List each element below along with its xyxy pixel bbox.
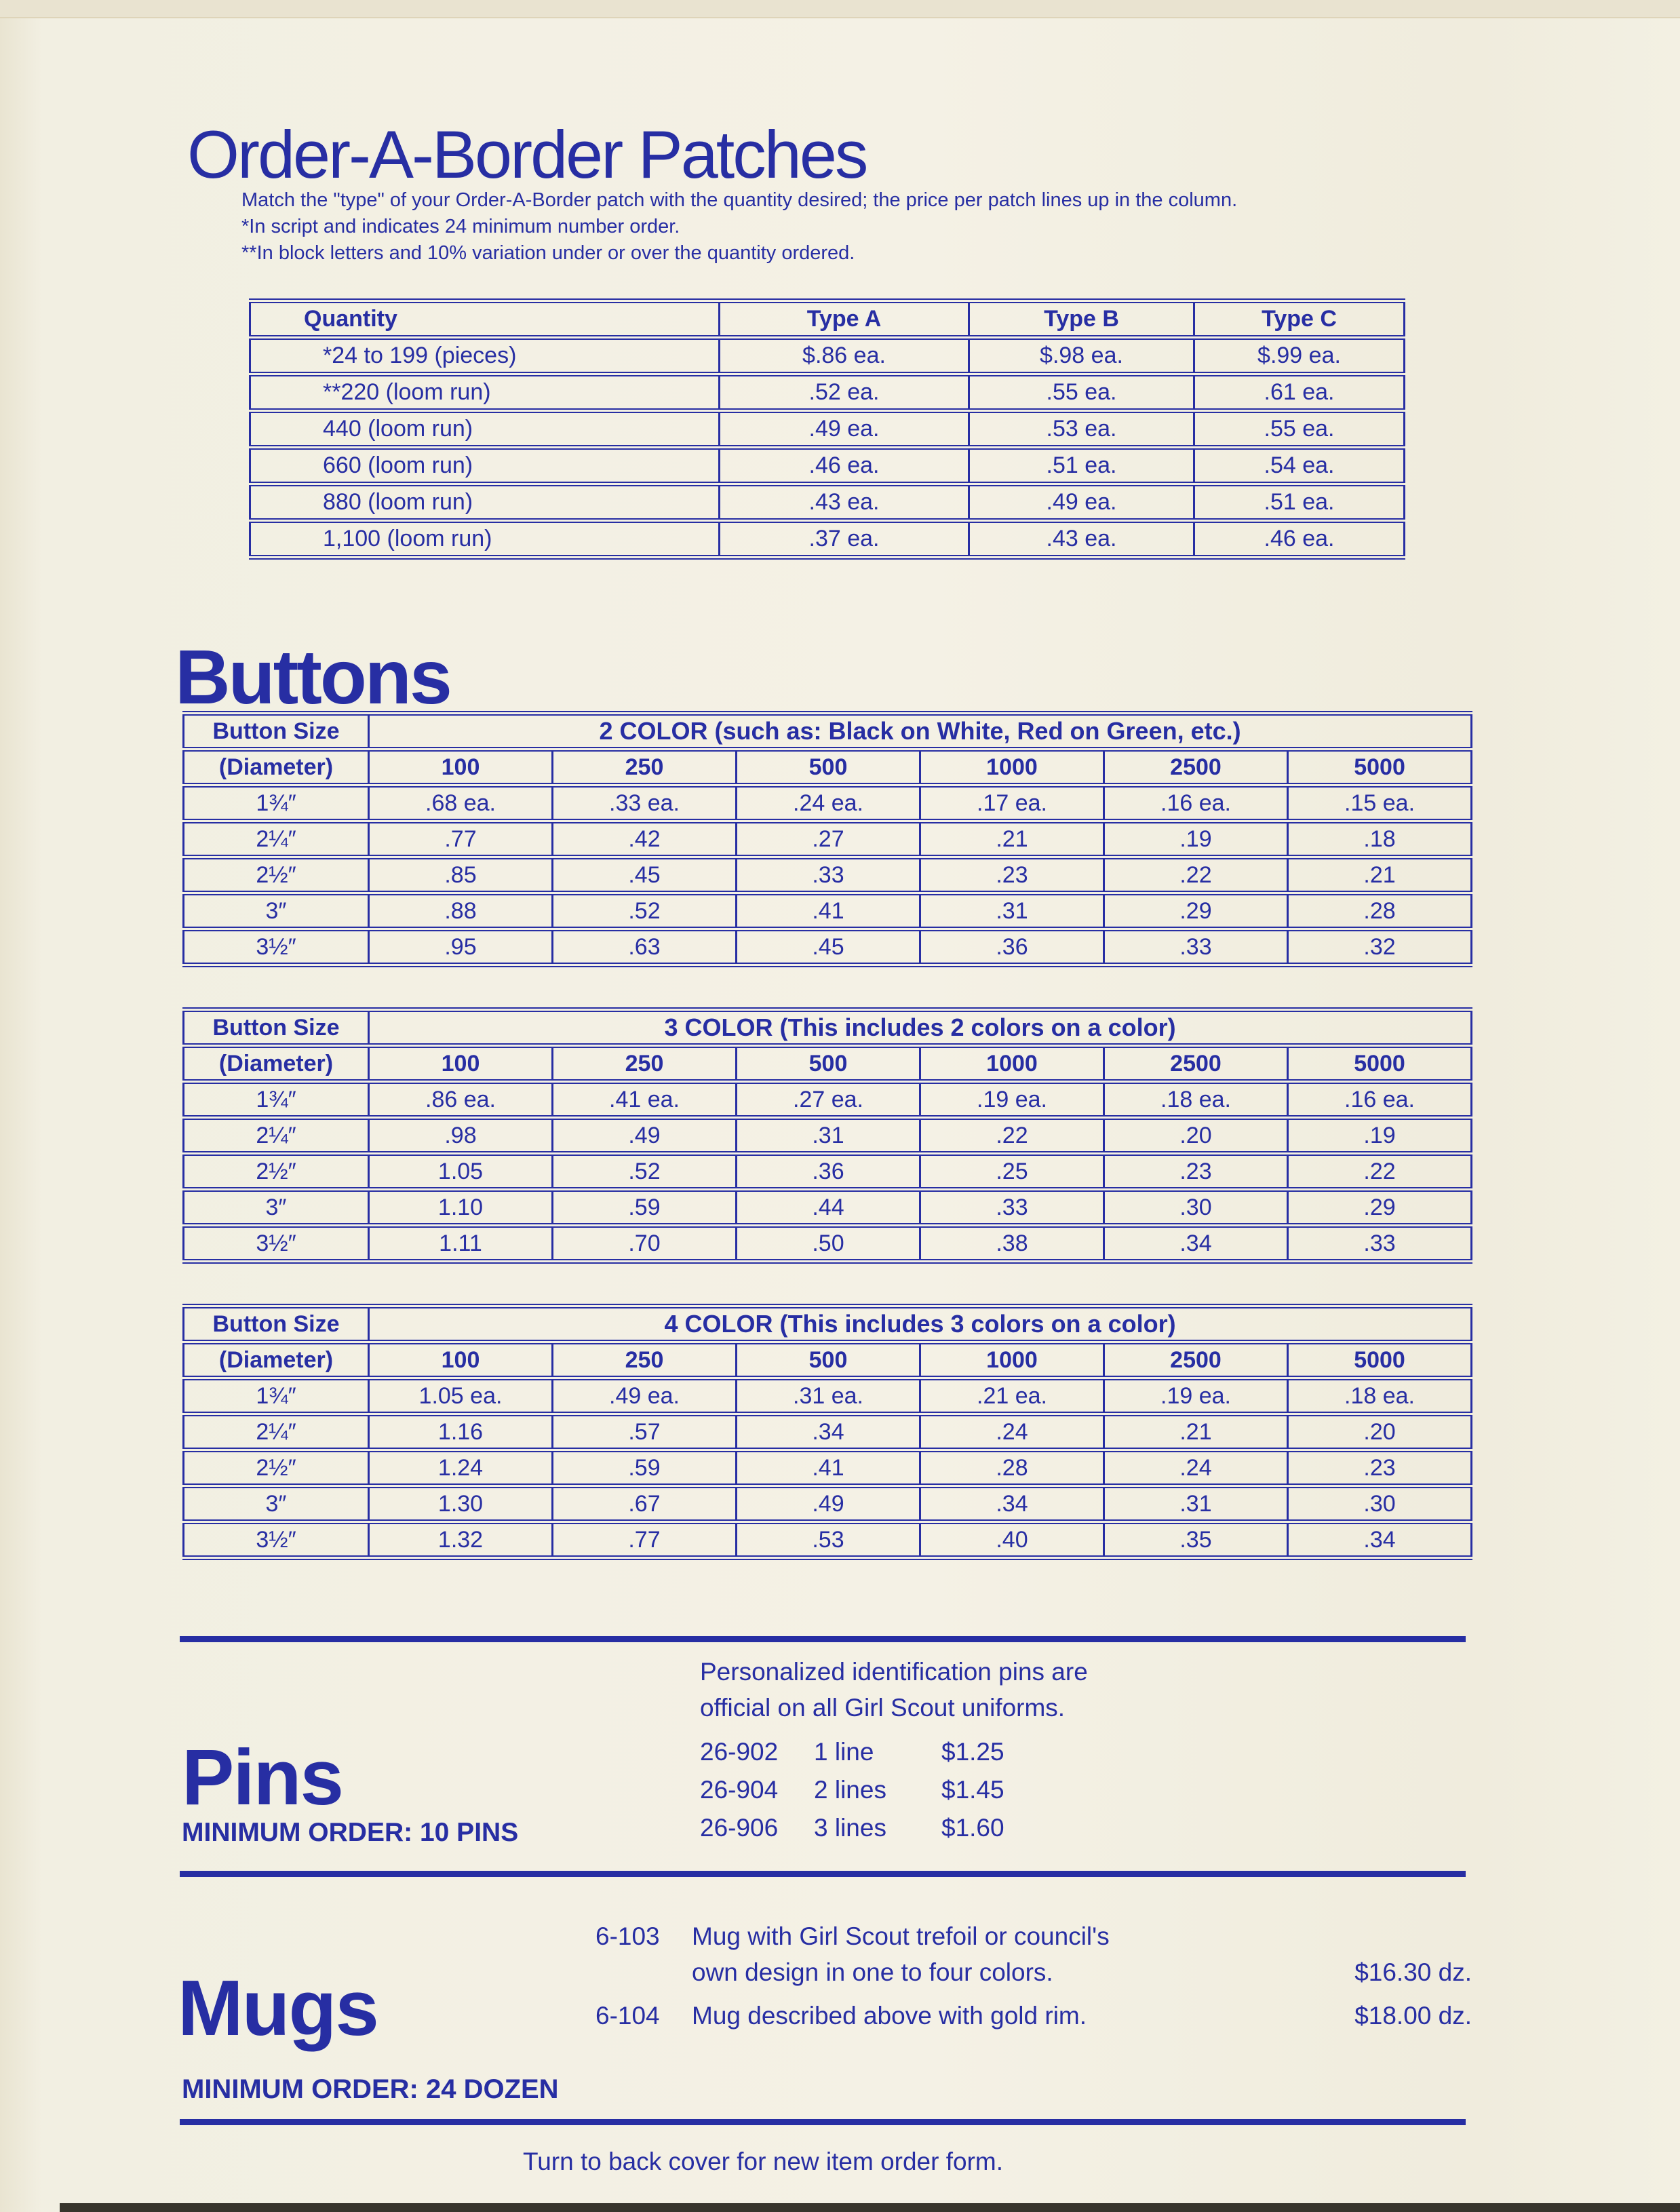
button-size-cell: 3½″ (184, 1522, 369, 1558)
table-row (184, 1414, 1472, 1450)
button-size-cell: 3″ (184, 1486, 369, 1522)
section-divider (180, 2119, 1466, 2125)
table-cell: .46 ea. (720, 448, 969, 484)
table-cell: .49 ea. (969, 484, 1194, 521)
item-description (692, 1918, 1354, 1990)
table-cell: .21 ea. (920, 1378, 1104, 1414)
table-cell: 660 (loom run) (250, 448, 720, 484)
column-header-quantity: 500 (737, 1342, 920, 1378)
corner-header-button-size: Button Size (184, 1010, 369, 1046)
list-item (700, 1814, 1004, 1852)
table-cell: .52 ea. (720, 374, 969, 411)
table-cell: .31 (920, 893, 1104, 929)
column-header-quantity: 5000 (1288, 1046, 1472, 1082)
table-cell: .30 (1288, 1486, 1472, 1522)
table-cell: .41 ea. (553, 1082, 737, 1118)
table-cell: .18 ea. (1104, 1082, 1288, 1118)
table-row (184, 1522, 1472, 1558)
column-header-quantity: Quantity (250, 301, 720, 338)
section-divider (180, 1636, 1466, 1642)
table-cell: .52 (553, 1154, 737, 1190)
table-row (184, 857, 1472, 893)
pins-description-line: official on all Girl Scout uniforms. (700, 1694, 1066, 1722)
table-cell: .37 ea. (720, 521, 969, 558)
page-title: Order-A-Border Patches (187, 117, 867, 193)
section-title-pins: Pins (182, 1733, 343, 1822)
table-cell: .38 (920, 1226, 1104, 1262)
table-cell: .28 (1288, 893, 1472, 929)
table-row (250, 448, 1405, 484)
pins-minimum-order: MINIMUM ORDER: 10 PINS (182, 1818, 519, 1847)
column-header-quantity: 250 (553, 750, 737, 785)
table-cell: .98 (369, 1118, 553, 1154)
table-cell: .27 ea. (737, 1082, 920, 1118)
intro-line: Match the "type" of your Order-A-Border patch with the quantity desired; the price per patch lines up in the column. (241, 189, 1238, 211)
table-cell: .59 (553, 1190, 737, 1226)
table-cell: .33 (1288, 1226, 1472, 1262)
table-cell: .86 ea. (369, 1082, 553, 1118)
table-cell: 880 (loom run) (250, 484, 720, 521)
table-cell: .18 (1288, 821, 1472, 857)
section-divider (180, 1871, 1466, 1877)
table-cell: .32 (1288, 929, 1472, 965)
table-cell: .22 (1288, 1154, 1472, 1190)
button-size-cell: 2½″ (184, 1450, 369, 1486)
table-cell: .19 ea. (920, 1082, 1104, 1118)
column-header-quantity: 2500 (1104, 1046, 1288, 1082)
table-cell: .18 ea. (1288, 1378, 1472, 1414)
table-cell: .31 ea. (737, 1378, 920, 1414)
buttons-3color-price-table (182, 1007, 1472, 1264)
column-header-quantity: 100 (369, 1046, 553, 1082)
table-cell: 1,100 (loom run) (250, 521, 720, 558)
table-cell: .44 (737, 1190, 920, 1226)
column-header-type-a: Type A (720, 301, 969, 338)
table-cell: .20 (1288, 1414, 1472, 1450)
item-code: 26-904 (700, 1776, 779, 1804)
table-cell: .46 ea. (1194, 521, 1405, 558)
table-row (184, 1118, 1472, 1154)
table-cell: .63 (553, 929, 737, 965)
color-group-header: 2 COLOR (such as: Black on White, Red on Green, etc.) (369, 714, 1472, 750)
table-cell: .49 ea. (553, 1378, 737, 1414)
table-cell: .27 (737, 821, 920, 857)
table-cell: .43 ea. (969, 521, 1194, 558)
table-row (184, 821, 1472, 857)
table-cell: 1.11 (369, 1226, 553, 1262)
list-item (700, 1738, 1004, 1776)
table-cell: .21 (1104, 1414, 1288, 1450)
table-cell: .54 ea. (1194, 448, 1405, 484)
item-code: 26-902 (700, 1738, 779, 1766)
footer-note: Turn to back cover for new item order form. (522, 2148, 1004, 2175)
button-size-cell: 1¾″ (184, 1378, 369, 1414)
table-cell: .17 ea. (920, 785, 1104, 821)
table-cell: .40 (920, 1522, 1104, 1558)
table-cell: .77 (369, 821, 553, 857)
table-cell: .57 (553, 1414, 737, 1450)
color-group-header: 4 COLOR (This includes 3 colors on a color) (369, 1306, 1472, 1342)
table-cell: .55 ea. (969, 374, 1194, 411)
table-cell: **220 (loom run) (250, 374, 720, 411)
table-cell: .34 (1288, 1522, 1472, 1558)
button-size-cell: 3″ (184, 1190, 369, 1226)
button-size-cell: 3½″ (184, 1226, 369, 1262)
table-cell: .53 ea. (969, 411, 1194, 448)
table-header-row (184, 1046, 1472, 1082)
column-header-type-b: Type B (969, 301, 1194, 338)
table-row (184, 1378, 1472, 1414)
table-cell: .45 (553, 857, 737, 893)
section-title-mugs: Mugs (178, 1964, 378, 2053)
button-size-cell: 3½″ (184, 929, 369, 965)
table-cell: .88 (369, 893, 553, 929)
table-cell: .50 (737, 1226, 920, 1262)
table-cell: .15 ea. (1288, 785, 1472, 821)
item-price: $16.30 dz. (1354, 1958, 1472, 1986)
table-cell: .33 ea. (553, 785, 737, 821)
table-cell: .24 (1104, 1450, 1288, 1486)
column-header-quantity: 2500 (1104, 1342, 1288, 1378)
item-price: $1.45 (941, 1776, 1004, 1804)
table-cell: .20 (1104, 1118, 1288, 1154)
table-cell: .28 (920, 1450, 1104, 1486)
table-cell: .21 (920, 821, 1104, 857)
table-cell: .16 ea. (1288, 1082, 1472, 1118)
corner-header-diameter: (Diameter) (184, 750, 369, 785)
table-cell: 1.30 (369, 1486, 553, 1522)
table-header-row (184, 750, 1472, 785)
table-row (184, 1190, 1472, 1226)
item-description-line: own design in one to four colors. (692, 1958, 1053, 1986)
buttons-4color-price-table (182, 1304, 1472, 1560)
item-price: $18.00 dz. (1354, 2002, 1472, 2030)
corner-header-diameter: (Diameter) (184, 1342, 369, 1378)
column-header-quantity: 250 (553, 1342, 737, 1378)
table-header-row (184, 1010, 1472, 1046)
table-row (184, 893, 1472, 929)
table-header-row (184, 1342, 1472, 1378)
table-row (184, 785, 1472, 821)
table-cell: .19 (1104, 821, 1288, 857)
table-cell: .31 (737, 1118, 920, 1154)
button-size-cell: 2½″ (184, 857, 369, 893)
column-header-quantity: 2500 (1104, 750, 1288, 785)
table-cell: .30 (1104, 1190, 1288, 1226)
table-cell: $.86 ea. (720, 338, 969, 374)
table-cell: .25 (920, 1154, 1104, 1190)
table-cell: .51 ea. (969, 448, 1194, 484)
corner-header-button-size: Button Size (184, 714, 369, 750)
pins-description-line: Personalized identification pins are (700, 1658, 1088, 1686)
table-cell: .95 (369, 929, 553, 965)
pins-description (700, 1654, 1088, 1726)
table-cell: .36 (737, 1154, 920, 1190)
table-cell: .34 (1104, 1226, 1288, 1262)
corner-header-diameter: (Diameter) (184, 1046, 369, 1082)
item-description-line: Mug with Girl Scout trefoil or council's (692, 1922, 1110, 1950)
item-description: 1 line (814, 1738, 874, 1766)
buttons-2color-price-table (182, 711, 1472, 967)
item-price: $1.60 (941, 1814, 1004, 1842)
table-row (184, 929, 1472, 965)
table-cell: .77 (553, 1522, 737, 1558)
table-cell: .52 (553, 893, 737, 929)
table-cell: .68 ea. (369, 785, 553, 821)
table-cell: 1.16 (369, 1414, 553, 1450)
button-size-cell: 2½″ (184, 1154, 369, 1190)
button-size-cell: 2¼″ (184, 1118, 369, 1154)
column-header-quantity: 1000 (920, 750, 1104, 785)
table-cell: .23 (920, 857, 1104, 893)
table-cell: .36 (920, 929, 1104, 965)
table-cell: .33 (737, 857, 920, 893)
table-cell: .35 (1104, 1522, 1288, 1558)
table-cell: 440 (loom run) (250, 411, 720, 448)
section-title-buttons: Buttons (175, 634, 450, 720)
table-cell: .34 (737, 1414, 920, 1450)
table-cell: *24 to 199 (pieces) (250, 338, 720, 374)
scan-top-edge (0, 0, 1680, 18)
button-size-cell: 3″ (184, 893, 369, 929)
table-cell: $.99 ea. (1194, 338, 1405, 374)
table-cell: .29 (1288, 1190, 1472, 1226)
table-cell: 1.05 ea. (369, 1378, 553, 1414)
table-cell: .55 ea. (1194, 411, 1405, 448)
table-cell: .34 (920, 1486, 1104, 1522)
table-cell: .23 (1288, 1450, 1472, 1486)
button-size-cell: 1¾″ (184, 785, 369, 821)
intro-footnote-block: **In block letters and 10% variation under or over the quantity ordered. (241, 242, 855, 264)
table-row (184, 1450, 1472, 1486)
item-price: $1.25 (941, 1738, 1004, 1766)
table-cell: .51 ea. (1194, 484, 1405, 521)
button-size-cell: 1¾″ (184, 1082, 369, 1118)
column-header-quantity: 1000 (920, 1342, 1104, 1378)
table-cell: 1.24 (369, 1450, 553, 1486)
table-row (250, 521, 1405, 558)
table-cell: $.98 ea. (969, 338, 1194, 374)
table-cell: .41 (737, 893, 920, 929)
table-row (184, 1226, 1472, 1262)
table-cell: .45 (737, 929, 920, 965)
item-description: 3 lines (814, 1814, 886, 1842)
table-cell: .33 (920, 1190, 1104, 1226)
table-row (250, 484, 1405, 521)
table-cell: .53 (737, 1522, 920, 1558)
column-header-quantity: 500 (737, 1046, 920, 1082)
item-code: 6-103 (595, 1922, 660, 1950)
table-cell: .61 ea. (1194, 374, 1405, 411)
color-group-header: 3 COLOR (This includes 2 colors on a color) (369, 1010, 1472, 1046)
table-cell: .23 (1104, 1154, 1288, 1190)
column-header-quantity: 1000 (920, 1046, 1104, 1082)
table-row (250, 374, 1405, 411)
table-header-row (250, 301, 1405, 338)
table-cell: 1.05 (369, 1154, 553, 1190)
table-cell: 1.32 (369, 1522, 553, 1558)
table-cell: .41 (737, 1450, 920, 1486)
intro-paragraph (241, 187, 1237, 267)
column-header-quantity: 100 (369, 1342, 553, 1378)
table-cell: .21 (1288, 857, 1472, 893)
mugs-minimum-order: MINIMUM ORDER: 24 DOZEN (182, 2074, 559, 2104)
table-cell: .85 (369, 857, 553, 893)
list-item (595, 1918, 1472, 1990)
table-header-row (184, 1306, 1472, 1342)
table-cell: .33 (1104, 929, 1288, 965)
item-code: 26-906 (700, 1814, 779, 1842)
list-item (595, 1998, 1472, 2034)
table-header-row (184, 714, 1472, 750)
table-cell: .49 ea. (720, 411, 969, 448)
table-cell: .70 (553, 1226, 737, 1262)
table-cell: .67 (553, 1486, 737, 1522)
table-cell: .31 (1104, 1486, 1288, 1522)
table-cell: .22 (920, 1118, 1104, 1154)
table-cell: 1.10 (369, 1190, 553, 1226)
table-cell: .19 (1288, 1118, 1472, 1154)
mugs-item-list (595, 1918, 1472, 2034)
table-row (184, 1082, 1472, 1118)
table-cell: .49 (737, 1486, 920, 1522)
list-item (700, 1776, 1004, 1814)
column-header-type-c: Type C (1194, 301, 1405, 338)
table-cell: .22 (1104, 857, 1288, 893)
table-cell: .49 (553, 1118, 737, 1154)
table-row (250, 338, 1405, 374)
intro-footnote-script: *In script and indicates 24 minimum number order. (241, 216, 680, 237)
button-size-cell: 2¼″ (184, 1414, 369, 1450)
table-cell: .16 ea. (1104, 785, 1288, 821)
table-cell: .24 ea. (737, 785, 920, 821)
item-description: 2 lines (814, 1776, 886, 1804)
patches-price-table (249, 298, 1405, 560)
corner-header-button-size: Button Size (184, 1306, 369, 1342)
table-cell: .24 (920, 1414, 1104, 1450)
table-cell: .29 (1104, 893, 1288, 929)
column-header-quantity: 250 (553, 1046, 737, 1082)
column-header-quantity: 5000 (1288, 750, 1472, 785)
button-size-cell: 2¼″ (184, 821, 369, 857)
item-description: Mug described above with gold rim. (692, 2002, 1087, 2030)
scan-bottom-edge (60, 2203, 1680, 2212)
table-row (184, 1486, 1472, 1522)
column-header-quantity: 100 (369, 750, 553, 785)
table-cell: .42 (553, 821, 737, 857)
pins-item-list (700, 1738, 1004, 1852)
table-cell: .43 ea. (720, 484, 969, 521)
column-header-quantity: 500 (737, 750, 920, 785)
column-header-quantity: 5000 (1288, 1342, 1472, 1378)
item-code: 6-104 (595, 2002, 660, 2030)
table-cell: .59 (553, 1450, 737, 1486)
table-cell: .19 ea. (1104, 1378, 1288, 1414)
table-row (250, 411, 1405, 448)
table-row (184, 1154, 1472, 1190)
